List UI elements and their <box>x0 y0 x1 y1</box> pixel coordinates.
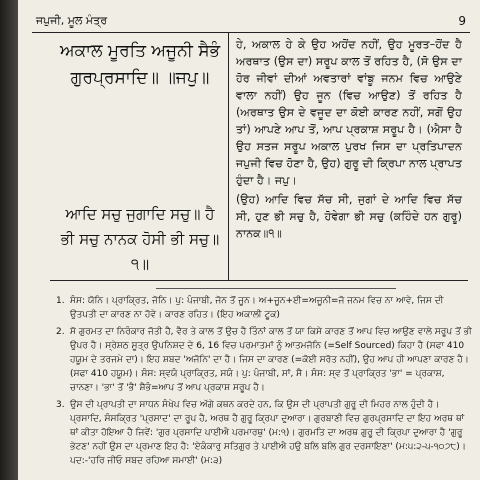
footnote-number: 3. <box>56 400 65 410</box>
running-head: ਜਪੁਜੀ, ਮੂਲ ਮੰਤ੍ਰ <box>36 14 108 27</box>
page-number: 9 <box>458 14 466 28</box>
footnote-divider <box>156 288 396 289</box>
column-rule <box>228 32 229 280</box>
footnote-text: ਸੋ ਗੁਰਮਤ ਦਾ ਨਿਰੰਕਾਰ ਜੋਤੀ ਹੈ, ਵੈਰ ਤੇ ਕਾਲ ਤੋਂ ਉਚ ਹੈ ਤਿੰਨਾਂ ਕਾਲ ਤੋਂ ਯਾ ਕਿਸੇ ਕਾਰਣ ਤੋਂ ਆਪ ਵਿਚ ਆਉਣ ਵਾਲੇ ਸਰੂਪ ਤੋਂ ਭੀ ਉਪਰ ਹੈ। ਸ੍ਰੇਸ਼ਠ ਸੂਤ੍ਰ ਉਪਨਿਸ਼ਦ ਦੇ 6, 16 ਵਿਚ ਪਰਮਾਤਮਾਂ ਨੂੰ ਆਤਮਜੋਨਿ (=Self Sourced) ਕਿਹਾ ਹੈ (ਸਫਾ 410 ਹਯੂਮ ਦੇ ਤਰਜਮੇ ਦਾ)। ਇਹ ਸ਼ਬਦ 'ਅਜੋਨਿ' ਦਾ ਹੈ। ਜਿਸ ਦਾ ਕਾਰਣ (=ਕੋਈ ਸਰੋਤ ਨਹੀਂ), ਉਹ ਆਪ ਹੀ ਆਪਣਾ ਕਾਰਣ ਹੈ। (ਸਫਾ 410 ਹਯੂਮ)। ਸੰਸ: ਸ੍ਵਯੰ ਪ੍ਰਾਕ੍ਰਿਤ, ਸਯੰ। ਪੁ: ਪੰਜਾਬੀ, ਸਾਂ, ਸੈ। ਸੰਸ: ਸ੍ਵ ਤੋਂ ਪ੍ਰਾਕ੍ਰਿਤ 'ਭਾ' = ਪ੍ਰਕਾਸ਼, ਚਾਨਣਾ। 'ਭਾ' ਤੋਂ 'ਭੈ' ਸ਼ੈਭੰ=ਆਪ ਤੋਂ ਆਪ ਪ੍ਰਕਾਸ਼ ਸਰੂਪ ਹੈ। <box>70 327 472 393</box>
book-page <box>18 0 480 480</box>
footnote-1 <box>56 294 472 322</box>
explanation-paragraph-1: ਹੇ, ਅਕਾਲ ਹੇ ਕੇ ਉਹ ਅਹੋਂਦ ਨਹੀਂ, ਉਹ ਮੂਰਤ–ਹੋਂਦ ਹੈ ਅਰਥਾਤ (ਉਸ ਦਾ) ਸਰੂਪ ਕਾਲ ਤੋਂ ਰਹਿਤ ਹੈ, (ਸੋ ਉਸ ਦਾ ਹੋਰ ਜੀਵਾਂ ਦੀਆਂ ਅਵਤਾਰਾਂ ਵਾਂਙੂ ਜਨਮ ਵਿਚ ਆਉਣੇ ਵਾਲਾ ਨਹੀਂ) ਉਹ ਜੂਨ (ਵਿਚ ਆਉਣ) ਤੋਂ ਰਹਿਤ ਹੈ (ਅਰਥਾਤ ਉਸ ਦੇ ਵਜੂਦ ਦਾ ਕੋਈ ਕਾਰਣ ਨਹੀਂ, ਸਗੋਂ ਉਹ ਤਾਂ) ਆਪਣੇ ਆਪ ਤੋਂ, ਆਪ ਪ੍ਰਕਾਸ਼ ਸਰੂਪ ਹੈ। (ਐਸਾ ਹੈ ਉਹ ਸਤਜ ਸਰੂਪ ਅਕਾਲ ਪੁਰਖ ਜਿਸ ਦਾ ਪ੍ਰਤਿਪਾਦਨ ਜਪੁਜੀ ਵਿਚ ਹੋਣਾ ਹੈ, ਉਹ) ਗੁਰੂ ਦੀ ਕ੍ਰਿਪਾ ਨਾਲ ਪ੍ਰਾਪਤ ਹੁੰਦਾ ਹੈ। ਜਪੁ। <box>236 38 463 187</box>
box-bottom-rule <box>50 280 468 281</box>
footnote-2 <box>56 325 472 395</box>
footnote-text: ਸੰਸ: ਯੋਨਿ। ਪ੍ਰਾਕ੍ਰਿਤ, ਜੋਨਿ। ਪੁ: ਪੰਜਾਬੀ, ਜੋਨ ਤੋਂ ਜੂਨ। ਅ+ਜੂਨ+ਈ=ਅਜੂਨੀ=ਜੋ ਜਨਮ ਵਿਚ ਨਾ ਆਵੇ, ਜਿਸ ਦੀ ਉਤਪਤੀ ਦਾ ਕਾਰਣ ਨਾ ਹੋਵੇ। ਕਾਰਣ ਰਹਿਤ। (ਇਹ ਅਕਾਲੀ ਟੂਕ) <box>70 296 444 320</box>
verse-box <box>50 32 468 280</box>
verse-explanation <box>236 36 462 244</box>
footnote-3 <box>56 398 472 468</box>
shlok-verse: ਆਦਿ ਸਚੁ ਜੁਗਾਦਿ ਸਚੁ॥ ਹੈ ਭੀ ਸਚੁ ਨਾਨਕ ਹੋਸੀ ਭੀ ਸਚੁ॥੧॥ <box>60 205 220 273</box>
page-gutter-shadow <box>0 0 18 480</box>
footnote-text: ਉਸ ਦੀ ਪ੍ਰਾਪਤੀ ਦਾ ਸਾਧਨ ਸੰਖੇਪ ਵਿਚ ਅੱਗੇ ਕਥਨ ਕਰਦੇ ਹਨ, ਕਿ ਉਸ ਦੀ ਪ੍ਰਾਪਤੀ ਗੁਰੂ ਦੀ ਮਿਹਰ ਨਾਲ ਹੁੰਦੀ ਹੈ। ਪ੍ਰਸਾਦਿ, ਸੰਸਕ੍ਰਿਤ 'ਪ੍ਰਸਾਦ' ਦਾ ਰੂਪ ਹੈ, ਅਰਥ ਹੈ ਗੁਰੂ ਕ੍ਰਿਪਾ ਦੁਆਰਾ। ਗੁਰਬਾਣੀ ਵਿਚ ਗੁਰਪ੍ਰਸਾਦਿ ਦਾ ਇਹ ਅਰਥ ਥਾਂ ਥਾਂ ਕੀਤਾ ਹੋਇਆ ਹੈ ਜਿਵੇਂ: 'ਗੁਰ ਪ੍ਰਸਾਦਿ ਪਾਈਐ ਪਰਮਾਰਥੁ' (ਮ:੧)। ਗੁਰਮਤਿ ਦਾ ਅਰਥ ਗੁਰੂ ਦੀ ਕ੍ਰਿਪਾ ਦੁਆਰਾ ਹੈ 'ਗੁਰੂ ਭੇਟਣ' ਨਹੀਂ ਉਸ ਦਾ ਪ੍ਰਮਾਣ ਇਹ ਹੈ: 'ਏਕੰਕਾਰੁ ਸਤਿਗੁਰ ਤੇ ਪਾਈਐ ਹਉ ਬਲਿ ਬਲਿ ਗੁਰ ਦਰਸਾਇਣਾ' (ਮ:੫:੨-੫-੧੦੭੮)। ਪਦ:-'ਹਰਿ ਜੀਓ ਸਬਦ ਰਹਿਆ ਸਮਾਈ' (ਮ:੩) <box>70 400 466 466</box>
footnote-number: 1. <box>56 296 65 306</box>
footnotes <box>56 288 472 471</box>
mool-mantar-verse: ਅਕਾਲ ਮੂਰਤਿ ਅਜੂਨੀ ਸੈਭੰ ਗੁਰਪ੍ਰਸਾਦਿ॥ ॥ਜਪੁ॥ <box>59 41 221 88</box>
footnote-number: 2. <box>56 327 65 337</box>
explanation-paragraph-2: (ਉਹ) ਆਦਿ ਵਿਚ ਸੱਚ ਸੀ, ਜੁਗਾਂ ਦੇ ਆਦਿ ਵਿਚ ਸੱਚ ਸੀ, ਹੁਣ ਭੀ ਸਚੁ ਹੈ, ਹੋਵੇਗਾ ਭੀ ਸਚੁ (ਕਹਿੰਦੇ ਹਨ ਗੁਰੂ) ਨਾਨਕ॥੧॥ <box>236 193 462 240</box>
